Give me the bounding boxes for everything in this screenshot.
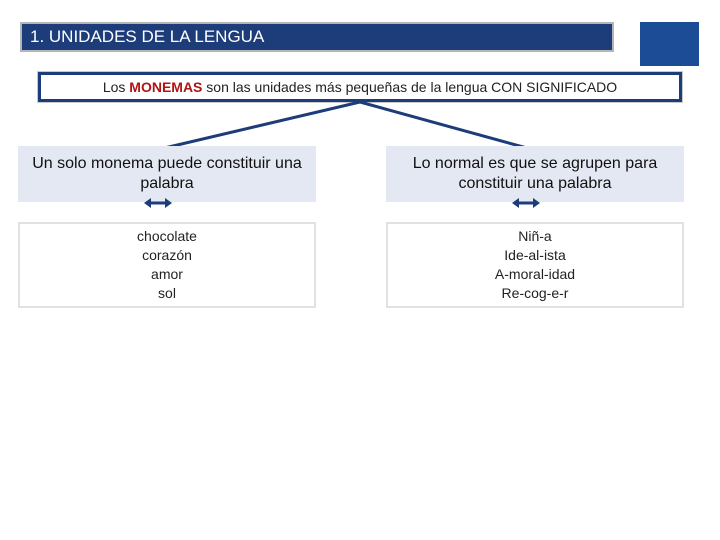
examples-grouped-monemas: [386, 222, 684, 308]
example-word: Ide-al-ista: [504, 247, 566, 263]
examples-single-monema: [18, 222, 316, 308]
definition-keyword: MONEMAS: [129, 79, 203, 95]
connector-right: [360, 102, 534, 150]
page-title: 1. UNIDADES DE LA LENGUA: [20, 22, 614, 52]
definition-suffix: son las unidades más pequeñas de la lengua CON SIGNIFICADO: [202, 79, 618, 95]
example-word: sol: [158, 285, 176, 301]
branch-heading-grouped: Lo normal es que se agrupen para constituir una palabra: [386, 146, 684, 202]
example-word: Niñ-a: [518, 228, 552, 244]
example-word: Re-cog-e-r: [501, 285, 569, 301]
definition-box: [38, 72, 682, 102]
branch-heading-single: Un solo monema puede constituir una palabra: [18, 146, 316, 202]
example-word: corazón: [142, 247, 192, 263]
example-word: amor: [151, 266, 183, 282]
definition-prefix: Los: [102, 79, 130, 95]
double-arrow-icon: [512, 196, 540, 210]
example-word: A-moral-idad: [494, 266, 576, 282]
corner-decoration: [640, 22, 699, 66]
example-word: chocolate: [137, 228, 197, 244]
double-arrow-icon: [144, 196, 172, 210]
connector-left: [156, 102, 360, 150]
